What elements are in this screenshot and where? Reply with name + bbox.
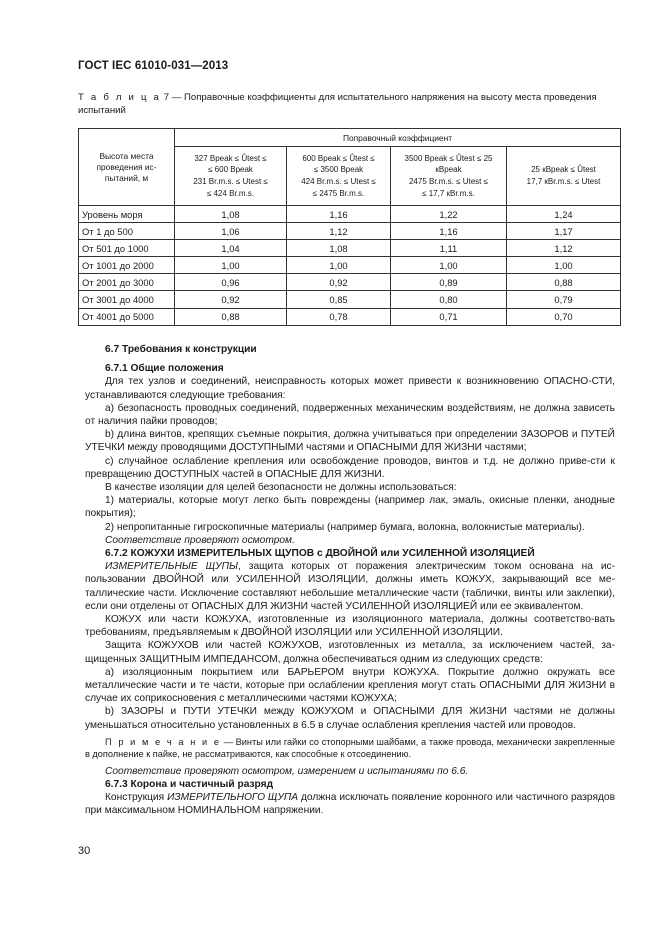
table-caption-prefix: Т а б л и ц а [78,92,162,103]
voltage-range-line: ≤ 2475 Вr.m.s. [312,188,365,198]
table-body [79,206,621,326]
factor-cell: 1,06 [175,223,287,240]
table-caption [78,92,618,117]
factor-cell: 1,00 [287,257,391,274]
list-item: 1) материалы, которые могут легко быть повреждены (например лак, эмаль, окисные пленки, анодные покрытия); [85,495,615,520]
altitude-header-line: Высота места [99,150,154,161]
list-item: b) ЗАЗОРЫ и ПУТИ УТЕЧКИ между КОЖУХОМ и ОПАСНЫМИ ДЛЯ ЖИЗНИ частями не должны уменьшаться относительно установленных в 6.5 в случае ослабления крепления частей или проводов. [85,706,615,731]
table-caption-text: 7 — Поправочные коэффициенты для испытательного напряжения на высоту места проведения испытаний [78,92,597,116]
standard-header: ГОСТ IEC 61010-031—2013 [78,60,229,72]
altitude-column-header [79,129,175,206]
factor-cell: 1,00 [391,257,507,274]
note-prefix: П р и м е ч а н и е [105,736,222,747]
section-heading-6-7-2: 6.7.2 КОЖУХИ ИЗМЕРИТЕЛЬНЫХ ЩУПОВ с ДВОЙНОЙ или УСИЛЕННОЙ ИЗОЛЯЦИЕЙ [105,548,535,560]
correction-factor-table [78,128,621,326]
altitude-cell: От 501 до 1000 [79,240,175,257]
factor-cell: 0,92 [175,291,287,308]
voltage-range-line: 3500 Вpeak ≤ Ûtest ≤ 25 [404,153,493,163]
voltage-range-header-4 [507,147,621,206]
altitude-cell: От 1 до 500 [79,223,175,240]
term-italic: ИЗМЕРИТЕЛЬНЫЕ ЩУПЫ [105,561,239,573]
factor-cell: 0,85 [287,291,391,308]
factor-cell: 1,00 [175,257,287,274]
paragraph [85,560,615,613]
voltage-range-line: ≤ 3500 Вpeak [313,165,364,175]
factor-cell: 0,88 [175,308,287,325]
factor-cell: 1,00 [507,257,621,274]
voltage-range-header-2 [287,147,391,206]
section-heading-6-7-1: 6.7.1 Общие положения [105,363,224,375]
factor-cell: 0,92 [287,274,391,291]
paragraph: Защита КОЖУХОВ или частей КОЖУХОВ, изготовленных из металла, за исключением частей, за-щищенных ЗАЩИТНЫМ ИМПЕДАНСОМ, должна обеспечиваться одним из следующих средств: [85,640,615,665]
section-heading-6-7-3: 6.7.3 Корона и частичный разряд [105,778,274,790]
body-text [85,343,615,818]
factor-cell: 1,22 [391,206,507,223]
table-row [79,291,621,308]
factor-cell: 0,78 [287,308,391,325]
factor-cell: 1,12 [287,223,391,240]
voltage-range-line: 2475 Вr.m.s. ≤ Utest ≤ [408,177,489,186]
factor-cell: 1,12 [507,240,621,257]
factor-cell: 1,16 [391,223,507,240]
factor-cell: 0,71 [391,308,507,325]
paragraph-text: Конструкция [105,792,168,804]
voltage-range-line: кВpeak [435,165,462,175]
voltage-range-line: ≤ 17,7 кВr.m.s. [422,188,475,198]
voltage-range-line: 327 Вpeak ≤ Ûtest ≤ [194,153,267,163]
note [85,736,615,761]
table-row [79,274,621,291]
table-row [79,223,621,240]
altitude-cell: От 1001 до 2000 [79,257,175,274]
compliance-check: Соответствие проверяют осмотром. [105,534,295,546]
paragraph-text: должна исключать появление коронного или частичного разрядов при максимальном НОМИНАЛЬНОМ напряжении. [85,792,615,817]
voltage-range-line: 231 Вr.m.s. ≤ Utest ≤ [193,177,268,186]
table-row [79,308,621,325]
paragraph: КОЖУХ или части КОЖУХА, изготовленные из изоляционного материала, должны соответство-вать требованиям, предъявляемым к ДВОЙНОЙ ИЗОЛЯЦИИ или УСИЛЕННОЙ ИЗОЛЯЦИИ. [85,614,615,639]
factor-cell: 0,80 [391,291,507,308]
altitude-cell: От 3001 до 4000 [79,291,175,308]
section-heading-6-7: 6.7 Требования к конструкции [105,344,257,355]
list-item: c) случайное ослабление крепления или освобождение проводов, винтов и т.д. не должно приве-сти к превращению ДОСТУПНЫХ частей в ОПАСНЫЕ ДЛЯ ЖИЗНИ. [85,455,615,480]
altitude-header-line: проведения ис- [96,161,157,172]
factor-cell: 1,17 [507,223,621,240]
paragraph-text: , защита которых от поражения электрическим током основана на ис-пользовании ДВОЙНОЙ или УСИЛЕННОЙ ИЗОЛЯЦИИ, должны иметь КОЖУХ, закрывающий все ме-таллические части. Исключение составляют небольшие металлические части (таблички, винты или заклепки), если они отделены от ОПАСНЫХ ДЛЯ ЖИЗНИ частей УСИЛЕННОЙ ИЗОЛЯЦИЕЙ или ее эквивалентом. [85,561,616,612]
voltage-range-line: 600 Вpeak ≤ Ûtest ≤ [302,153,375,163]
factor-cell: 0,96 [175,274,287,291]
factor-cell: 0,70 [507,308,621,325]
list-item: 2) непропитанные гигроскопичные материалы (например бумага, волокна, волокнистые материалы). [105,521,585,533]
voltage-range-line: 424 Вr.m.s. ≤ Utest ≤ [301,177,376,186]
paragraph: Для тех узлов и соединений, неисправность которых может привести к возникновению ОПАСНО-СТИ, устанавливаются следующие требования: [85,376,615,401]
factor-cell: 0,79 [507,291,621,308]
table-row [79,206,621,223]
altitude-cell: От 2001 до 3000 [79,274,175,291]
altitude-cell: Уровень моря [79,206,175,223]
factor-cell: 1,24 [507,206,621,223]
factor-cell: 1,08 [287,240,391,257]
paragraph: В качестве изоляции для целей безопасности не должны использоваться: [105,482,457,494]
voltage-range-line: 25 кВpeak ≤ Ûtest [531,165,596,175]
factor-cell: 1,11 [391,240,507,257]
altitude-header-line: пытаний, м [104,172,149,183]
factor-cell: 1,04 [175,240,287,257]
voltage-range-line: ≤ 600 Вpeak [208,165,253,175]
page-number: 30 [78,845,91,857]
factor-cell: 1,16 [287,206,391,223]
correction-factor-group-header: Поправочный коэффициент [175,129,621,147]
factor-cell: 0,89 [391,274,507,291]
paragraph [85,791,615,817]
voltage-range-header-1 [175,147,287,206]
voltage-range-line: 17,7 кВr.m.s. ≤ Utest [526,177,601,186]
table-row [79,240,621,257]
table-row [79,257,621,274]
list-item: a) безопасность проводных соединений, подверженных механическим воздействиям, не должна зависеть от наличия пайки проводов; [85,402,615,428]
factor-cell: 1,08 [175,206,287,223]
voltage-range-line: ≤ 424 Вr.m.s. [206,188,255,198]
note-text: — Винты или гайки со стопорными шайбами, а также провода, механически закрепленные в дополнение к пайке, не рассматриваются, как способные к отсоединению. [85,736,615,760]
list-item: a) изоляционным покрытием или БАРЬЕРОМ внутри КОЖУХА. Покрытие должно окружать все металлические части и те части, которые при ослаблении крепления могут стать ОПАСНЫМИ ДЛЯ ЖИЗНИ в случае их соприкосновения с металлическими частями КОЖУХА; [85,666,615,705]
list-item: b) длина винтов, крепящих съемные покрытия, должна учитываться при определении ЗАЗОРОВ и ПУТЕЙ УТЕЧКИ между проводящими ДОСТУПНЫМИ частями и ОПАСНЫМИ ДЛЯ ЖИЗНИ частями; [85,429,615,454]
factor-cell: 0,88 [507,274,621,291]
compliance-check: Соответствие проверяют осмотром, измерением и испытаниями по 6.6. [105,765,469,777]
voltage-range-header-3 [391,147,507,206]
term-italic: ИЗМЕРИТЕЛЬНОГО ЩУПА [167,792,299,804]
altitude-cell: От 4001 до 5000 [79,308,175,325]
